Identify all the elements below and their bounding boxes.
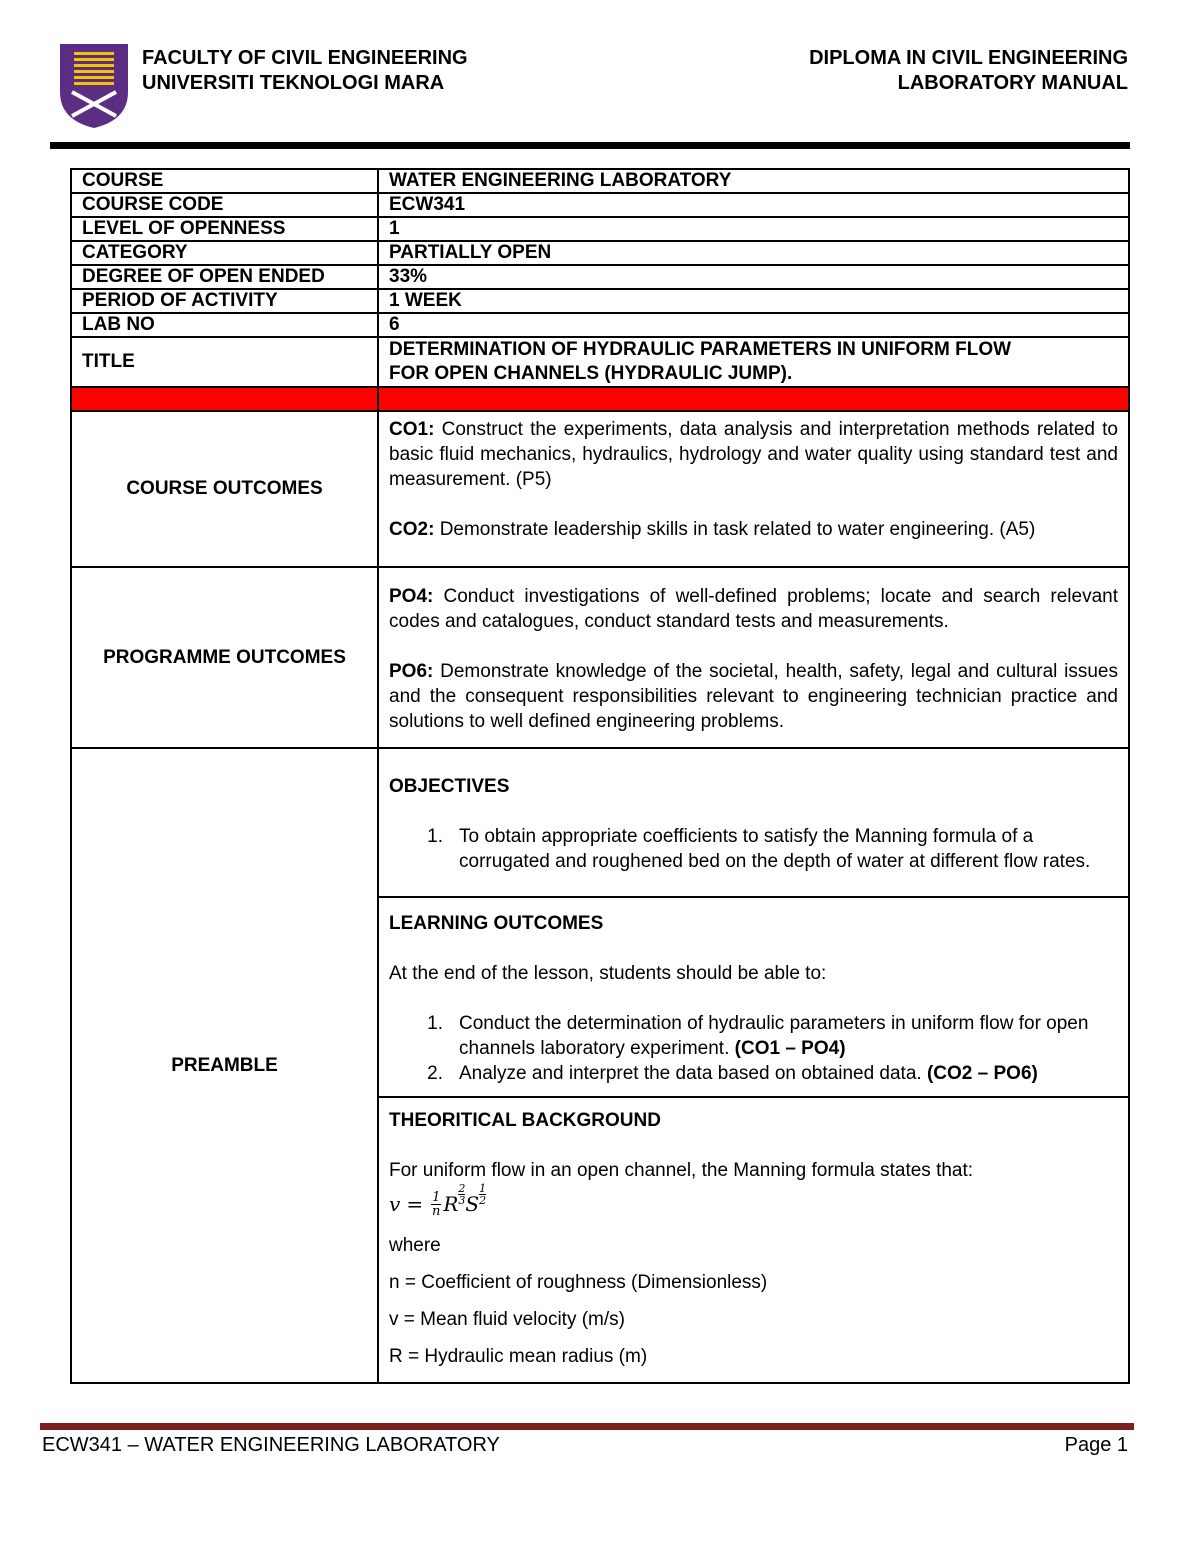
university-name: UNIVERSITI TEKNOLOGI MARA: [142, 72, 445, 94]
learning-outcomes-content: [378, 897, 1129, 1097]
course-info-table: [70, 168, 1130, 1384]
theory-content: [378, 1097, 1129, 1383]
course-outcomes-label: COURSE OUTCOMES: [71, 411, 378, 567]
header-rule: [50, 142, 1130, 149]
info-value: WATER ENGINEERING LABORATORY: [378, 169, 1129, 193]
s-exponent-numerator: 1: [479, 1182, 487, 1195]
co2-paragraph: [389, 517, 1118, 542]
objectives-list: [389, 824, 1118, 874]
learning-outcome-body: Conduct the determination of hydraulic parameters in uniform flow for open channels laboratory experiment.: [459, 1012, 1089, 1059]
learning-outcome-text: [459, 1011, 1118, 1061]
list-number: 1.: [427, 825, 443, 847]
definition-line: v = Mean fluid velocity (m/s): [389, 1308, 625, 1330]
manual-name: LABORATORY MANUAL: [897, 72, 1128, 94]
info-label: PERIOD OF ACTIVITY: [71, 289, 378, 313]
r-exponent: [458, 1183, 465, 1206]
po4-paragraph: [389, 584, 1118, 634]
learning-outcomes-intro: At the end of the lesson, students should be able to:: [389, 962, 827, 984]
list-item: [389, 1061, 1118, 1086]
red-separator-row: [71, 387, 1129, 411]
co1-paragraph: [389, 417, 1118, 492]
info-label: LAB NO: [71, 313, 378, 337]
title-line-1: DETERMINATION OF HYDRAULIC PARAMETERS IN UNIFORM FLOW: [389, 339, 1012, 360]
formula-fraction: [431, 1191, 441, 1218]
po4-tag: PO4:: [389, 585, 434, 607]
faculty-name: FACULTY OF CIVIL ENGINEERING: [142, 47, 468, 69]
footer-course: ECW341 – WATER ENGINEERING LABORATORY: [42, 1434, 500, 1456]
info-row: [71, 217, 1129, 241]
list-item: [389, 1011, 1118, 1061]
programme-header: [809, 46, 1128, 96]
learning-outcome-body: Analyze and interpret the data based on obtained data.: [459, 1062, 922, 1084]
formula-s: S: [465, 1192, 480, 1216]
outcome-mapping-tag: (CO1 – PO4): [734, 1037, 846, 1059]
info-row: [71, 169, 1129, 193]
manning-formula: [389, 1183, 1118, 1227]
r-exponent-numerator: 2: [458, 1182, 466, 1195]
info-row: [71, 313, 1129, 337]
list-number: 2.: [427, 1062, 443, 1084]
faculty-header: [142, 46, 468, 96]
info-value: 1: [378, 217, 1129, 241]
red-separator-cell: [71, 387, 378, 411]
info-value: 33%: [378, 265, 1129, 289]
programme-outcomes-content: [378, 567, 1129, 748]
definition-line: n = Coefficient of roughness (Dimensionless): [389, 1271, 768, 1293]
page-number: Page 1: [1064, 1434, 1128, 1456]
info-row: [71, 289, 1129, 313]
info-label: LEVEL OF OPENNESS: [71, 217, 378, 241]
formula-equals: =: [406, 1192, 424, 1216]
info-value: 1 WEEK: [378, 289, 1129, 313]
title-label: TITLE: [71, 337, 378, 387]
programme-outcomes-row: [71, 567, 1129, 748]
programme-name: DIPLOMA IN CIVIL ENGINEERING: [809, 47, 1128, 69]
where-text: where: [389, 1234, 441, 1256]
objectives-heading: OBJECTIVES: [389, 775, 510, 797]
objective-text: To obtain appropriate coefficients to satisfy the Manning formula of a corrugated and roughened bed on the depth of water at different flow rates.: [459, 825, 1091, 872]
programme-outcomes-label: PROGRAMME OUTCOMES: [71, 567, 378, 748]
co1-text: Construct the experiments, data analysis and interpretation methods related to basic fluid mechanics, hydraulics, hydrology and water quality using standard test and measurement. (P5): [389, 418, 1118, 490]
info-value: PARTIALLY OPEN: [378, 241, 1129, 265]
info-label: COURSE: [71, 169, 378, 193]
title-row: [71, 337, 1129, 387]
s-exponent: [479, 1183, 486, 1206]
objectives-content: [378, 748, 1129, 897]
po6-tag: PO6:: [389, 660, 434, 682]
list-item: [389, 824, 1118, 874]
info-label: COURSE CODE: [71, 193, 378, 217]
co2-tag: CO2:: [389, 518, 435, 540]
co1-tag: CO1:: [389, 418, 435, 440]
co2-text: Demonstrate leadership skills in task related to water engineering. (A5): [439, 518, 1036, 540]
formula-lhs: v: [389, 1192, 401, 1216]
info-value: ECW341: [378, 193, 1129, 217]
uitm-logo: [58, 42, 130, 130]
fraction-numerator: 1: [432, 1190, 441, 1205]
course-outcomes-row: [71, 411, 1129, 567]
fraction-denominator: n: [432, 1204, 441, 1219]
learning-outcomes-list: [389, 1011, 1118, 1086]
definition-line: R = Hydraulic mean radius (m): [389, 1345, 648, 1367]
po4-text: Conduct investigations of well-defined problems; locate and search relevant codes and catalogues, conduct standard tests and measurements.: [389, 585, 1118, 632]
formula-r: R: [443, 1192, 459, 1216]
r-exponent-denominator: 3: [458, 1194, 466, 1207]
s-exponent-denominator: 2: [479, 1194, 487, 1207]
info-row: [71, 241, 1129, 265]
info-row: [71, 193, 1129, 217]
theory-intro: For uniform flow in an open channel, the Manning formula states that:: [389, 1159, 974, 1181]
info-label: DEGREE OF OPEN ENDED: [71, 265, 378, 289]
po6-text: Demonstrate knowledge of the societal, health, safety, legal and cultural issues and the consequent responsibilities relevant to engineering technician practice and solutions to well defined engineering problems.: [389, 660, 1118, 732]
info-row: [71, 265, 1129, 289]
preamble-label: PREAMBLE: [71, 748, 378, 1383]
info-label: CATEGORY: [71, 241, 378, 265]
title-line-2: FOR OPEN CHANNELS (HYDRAULIC JUMP).: [389, 363, 793, 384]
title-value: [378, 337, 1129, 387]
objectives-row: [71, 748, 1129, 897]
learning-outcomes-heading: LEARNING OUTCOMES: [389, 912, 604, 934]
po6-paragraph: [389, 659, 1118, 734]
theory-heading: THEORITICAL BACKGROUND: [389, 1109, 661, 1131]
course-outcomes-content: [378, 411, 1129, 567]
outcome-mapping-tag: (CO2 – PO6): [926, 1062, 1038, 1084]
footer-rule: [40, 1423, 1134, 1430]
learning-outcome-text: [459, 1061, 1118, 1086]
info-value: 6: [378, 313, 1129, 337]
list-number: 1.: [427, 1012, 443, 1034]
red-separator-cell: [378, 387, 1129, 411]
